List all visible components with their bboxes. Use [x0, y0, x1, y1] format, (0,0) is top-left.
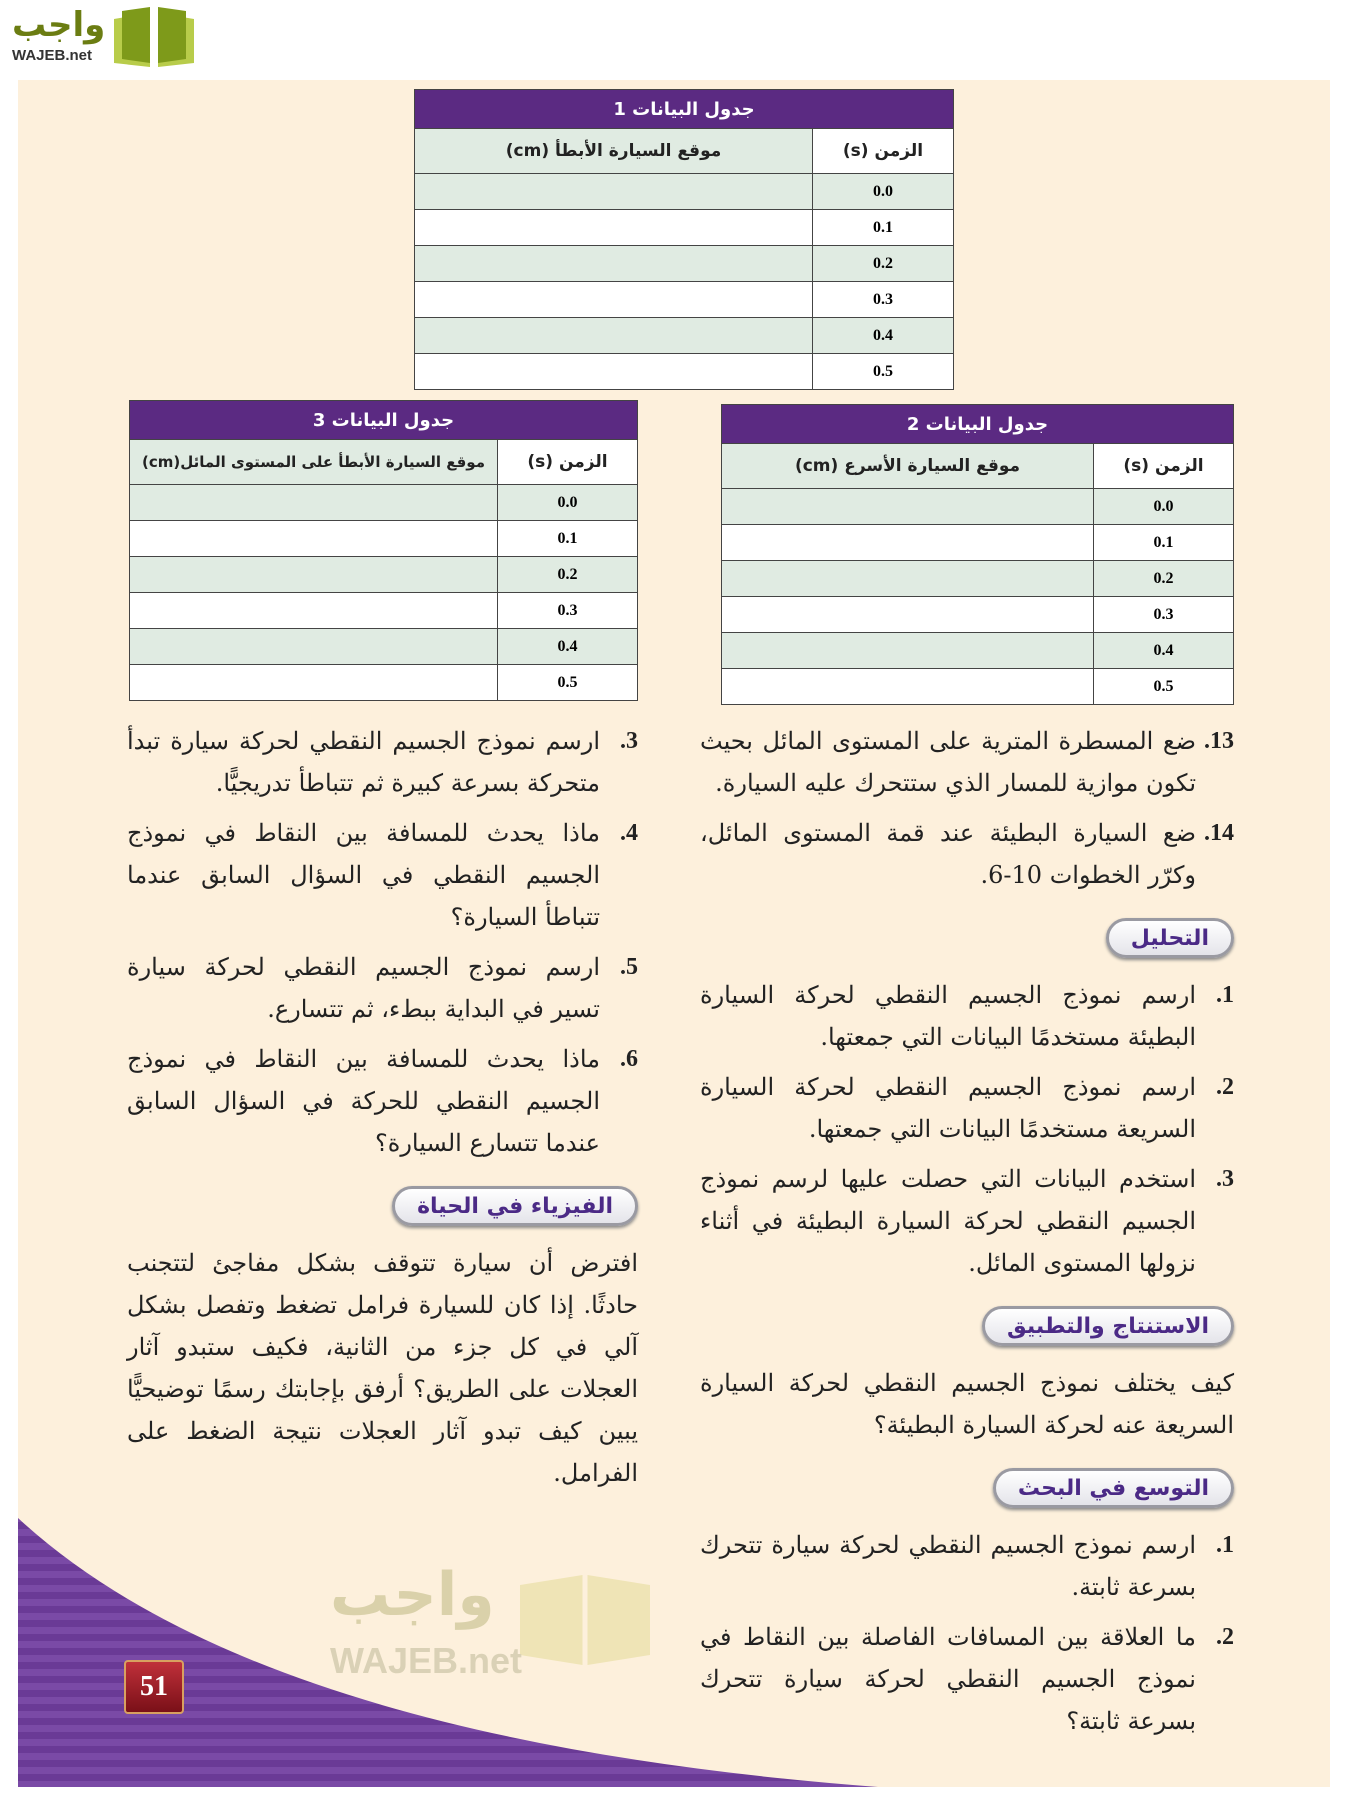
left-item-5 — [127, 946, 638, 1030]
position-cell[interactable] — [415, 210, 813, 246]
further-research-heading: التوسع في البحث — [993, 1468, 1234, 1508]
col-header-position: موقع السيارة الأبطأ (cm) — [415, 129, 813, 174]
procedure-step-13 — [700, 720, 1234, 804]
position-cell[interactable] — [415, 174, 813, 210]
time-cell: 0.5 — [813, 354, 954, 390]
col-header-time: الزمن (s) — [498, 440, 638, 485]
analysis-item-2 — [700, 1066, 1234, 1150]
page-number: 51 — [124, 1660, 184, 1714]
physics-in-life-heading: الفيزياء في الحياة — [392, 1186, 638, 1226]
position-cell[interactable] — [130, 665, 498, 701]
time-cell: 0.3 — [498, 593, 638, 629]
time-cell: 0.1 — [813, 210, 954, 246]
procedure-step-14 — [700, 812, 1234, 896]
item-text: ارسم نموذج الجسيم النقطي لحركة سيارة تبدأ متحركة بسرعة كبيرة ثم تتباطأ تدريجيًّا. — [127, 727, 600, 797]
table-title: جدول البيانات 2 — [722, 405, 1234, 444]
data-table-3 — [129, 400, 638, 701]
table-title: جدول البيانات 3 — [130, 401, 638, 440]
item-text: ارسم نموذج الجسيم النقطي لحركة سيارة تسير في البداية ببطء، ثم تتسارع. — [127, 953, 600, 1023]
left-item-4 — [127, 812, 638, 938]
item-number: 6. — [620, 1046, 638, 1072]
item-text: استخدم البيانات التي حصلت عليها لرسم نموذج الجسيم النقطي لحركة السيارة البطيئة في أثناء نزولها المستوى المائل. — [700, 1165, 1196, 1277]
position-cell[interactable] — [415, 354, 813, 390]
further-item-2 — [700, 1616, 1234, 1742]
position-cell[interactable] — [722, 489, 1094, 525]
left-column — [127, 720, 638, 1502]
position-cell[interactable] — [130, 557, 498, 593]
item-text: ماذا يحدث للمسافة بين النقاط في نموذج الجسيم النقطي للحركة في السؤال السابق عندما تتسارع السيارة؟ — [127, 1045, 600, 1157]
item-number: 3. — [1216, 1166, 1234, 1192]
position-cell[interactable] — [130, 521, 498, 557]
item-text: ارسم نموذج الجسيم النقطي لحركة السيارة البطيئة مستخدمًا البيانات التي جمعتها. — [700, 981, 1196, 1051]
step-number: 14. — [1204, 820, 1234, 846]
time-cell: 0.4 — [498, 629, 638, 665]
time-cell: 0.4 — [1094, 633, 1234, 669]
conclude-question: كيف يختلف نموذج الجسيم النقطي لحركة السيارة السريعة عنه لحركة السيارة البطيئة؟ — [700, 1369, 1234, 1439]
time-cell: 0.2 — [498, 557, 638, 593]
position-cell[interactable] — [415, 246, 813, 282]
data-table-1 — [414, 89, 954, 390]
item-number: 2. — [1216, 1074, 1234, 1100]
time-cell: 0.5 — [498, 665, 638, 701]
position-cell[interactable] — [415, 282, 813, 318]
logo-arabic: واجب — [12, 5, 106, 45]
time-cell: 0.3 — [813, 282, 954, 318]
further-item-1 — [700, 1524, 1234, 1608]
table-title: جدول البيانات 1 — [415, 90, 954, 129]
time-cell: 0.1 — [498, 521, 638, 557]
item-number: 1. — [1216, 982, 1234, 1008]
time-cell: 0.4 — [813, 318, 954, 354]
col-header-position: موقع السيارة الأبطأ على المستوى المائل(cm) — [130, 440, 498, 485]
step-number: 13. — [1204, 728, 1234, 754]
position-cell[interactable] — [415, 318, 813, 354]
book-icon — [110, 5, 198, 69]
position-cell[interactable] — [722, 633, 1094, 669]
time-cell: 0.2 — [813, 246, 954, 282]
time-cell: 0.0 — [1094, 489, 1234, 525]
time-cell: 0.1 — [1094, 525, 1234, 561]
col-header-time: الزمن (s) — [1094, 444, 1234, 489]
col-header-position: موقع السيارة الأسرع (cm) — [722, 444, 1094, 489]
watermark-latin: WAJEB.net — [330, 1640, 523, 1681]
item-number: 3. — [620, 728, 638, 754]
item-text: ارسم نموذج الجسيم النقطي لحركة سيارة تتحرك بسرعة ثابتة. — [700, 1531, 1196, 1601]
item-number: 4. — [620, 820, 638, 846]
position-cell[interactable] — [722, 597, 1094, 633]
left-item-3 — [127, 720, 638, 804]
position-cell[interactable] — [130, 485, 498, 521]
item-text: ماذا يحدث للمسافة بين النقاط في نموذج الجسيم النقطي في السؤال السابق عندما تتباطأ السيارة؟ — [127, 819, 600, 931]
time-cell: 0.0 — [813, 174, 954, 210]
time-cell: 0.2 — [1094, 561, 1234, 597]
data-table-2 — [721, 404, 1234, 705]
time-cell: 0.3 — [1094, 597, 1234, 633]
wajeb-logo[interactable] — [10, 5, 190, 69]
analysis-item-3 — [700, 1158, 1234, 1284]
item-number: 5. — [620, 954, 638, 980]
step-text: ضع المسطرة المترية على المستوى المائل بحيث تكون موازية للمسار الذي ستتحرك عليه السيارة. — [700, 727, 1196, 797]
right-column — [700, 720, 1234, 1750]
watermark — [330, 1560, 670, 1720]
col-header-time: الزمن (s) — [813, 129, 954, 174]
time-cell: 0.0 — [498, 485, 638, 521]
watermark-book-icon — [510, 1560, 660, 1670]
time-cell: 0.5 — [1094, 669, 1234, 705]
watermark-arabic: واجب — [330, 1560, 495, 1630]
position-cell[interactable] — [722, 669, 1094, 705]
position-cell[interactable] — [722, 561, 1094, 597]
analysis-item-1 — [700, 974, 1234, 1058]
left-item-6 — [127, 1038, 638, 1164]
logo-latin: WAJEB.net — [12, 47, 93, 64]
conclude-heading: الاستنتاج والتطبيق — [982, 1306, 1234, 1346]
step-text: ضع السيارة البطيئة عند قمة المستوى المائل، وكرّر الخطوات 10-6. — [700, 819, 1196, 889]
item-text: ما العلاقة بين المسافات الفاصلة بين النقاط في نموذج الجسيم النقطي لحركة سيارة تتحرك بسرعة ثابتة؟ — [700, 1623, 1196, 1735]
item-text: ارسم نموذج الجسيم النقطي لحركة السيارة السريعة مستخدمًا البيانات التي جمعتها. — [700, 1073, 1196, 1143]
position-cell[interactable] — [130, 629, 498, 665]
analysis-heading: التحليل — [1106, 918, 1234, 958]
physics-in-life-text: افترض أن سيارة تتوقف بشكل مفاجئ لتتجنب حادثًا. إذا كان للسيارة فرامل تضغط وتفصل بشكل آلي في كل جزء من الثانية، فكيف ستبدو آثار العجلات على الطريق؟ أرفق بإجابتك رسمًا توضيحيًّا يبين كيف تبدو آثار العجلات نتيجة الضغط على الفرامل. — [127, 1249, 638, 1487]
item-number: 2. — [1216, 1624, 1234, 1650]
item-number: 1. — [1216, 1532, 1234, 1558]
position-cell[interactable] — [130, 593, 498, 629]
position-cell[interactable] — [722, 525, 1094, 561]
